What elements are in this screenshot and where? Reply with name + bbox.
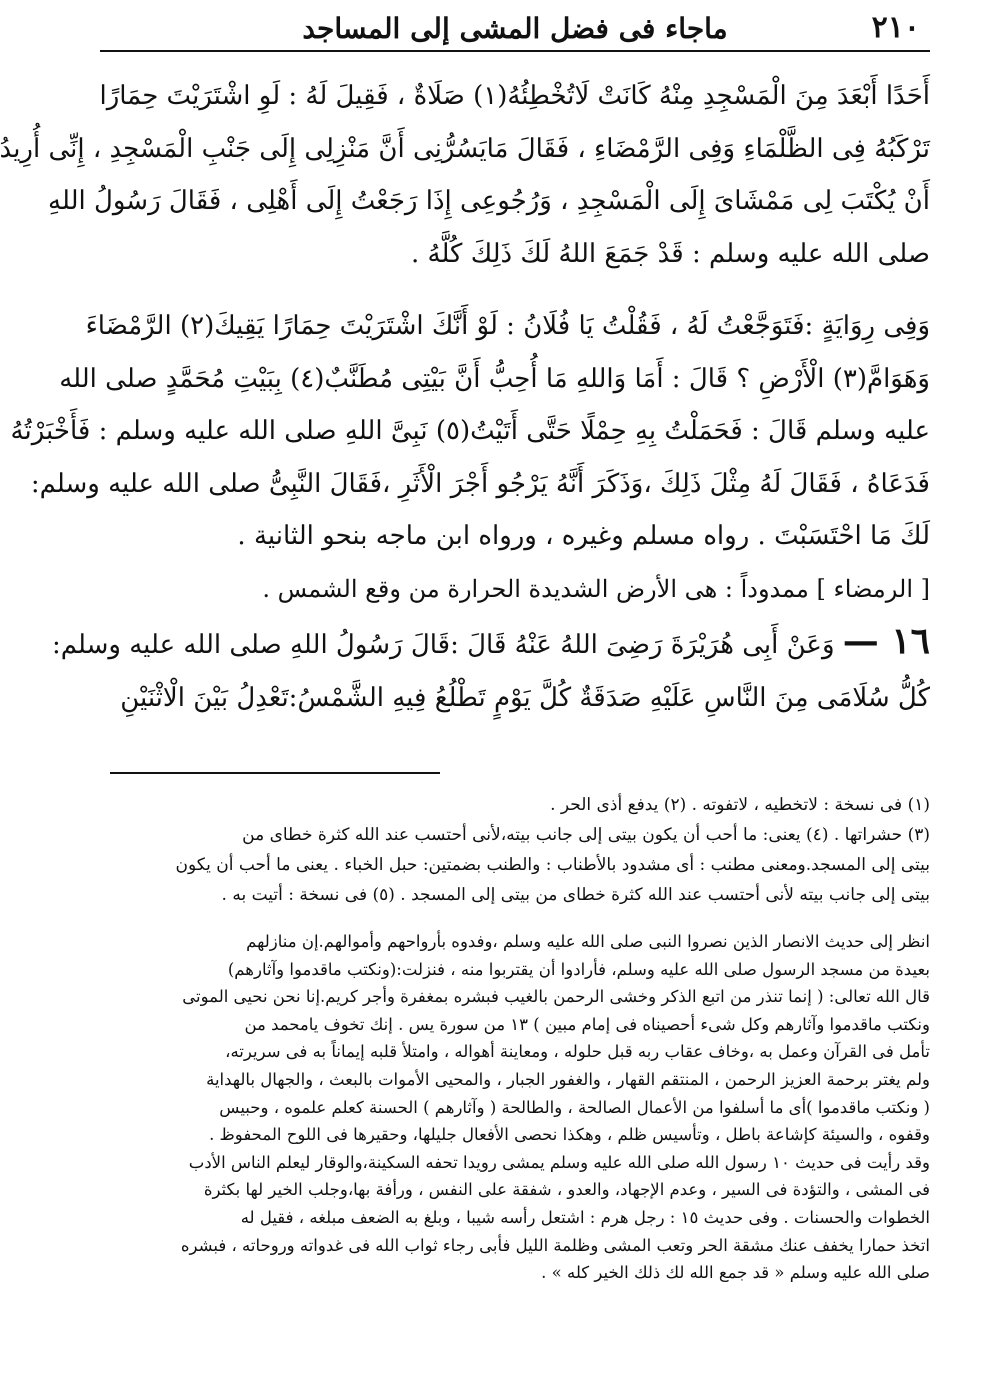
commentary-line: وقد رأيت فى حديث ١٠ رسول الله صلى الله عليه وسلم يمشى رويدا تحفه السكينة،والوقار ليعلم الناس الأدب [188, 1152, 930, 1172]
text-line: أَحَدًا أَبْعَدَ مِنَ الْمَسْجِدِ مِنْهُ كَانَتْ لَاتُخْطِئُهُ(١) صَلَاةٌ ، فَقِيلَ لَهُ : لَوِ اشْتَرَيْتَ حِمَارًا [99, 81, 930, 111]
text-line: تَرْكَبُهُ فِى الظَّلْمَاءِ وَفِى الرَّمْضَاءِ ، فَقَالَ مَايَسُرُّنِى أَنَّ مَنْزِلِى إِلَى جَنْبِ الْمَسْجِدِ ، إِنِّى أُرِيدُ [0, 133, 930, 164]
footnote-line: بيتى إلى المسجد.ومعنى مطنب : أى مشدود بالأطناب : والطنب بضمتين: حبل الخباء . يعنى ما أحب أن يكون [175, 855, 930, 875]
footnote-line: (٣) حشراتها . (٤) يعنى: ما أحب أن يكون بيتى إلى جانب بيته،لأنى أحتسب عند الله كثرة خطاى من [242, 825, 930, 845]
text-line: وَفِى رِوَايَةٍ :فَتَوَجَّعْتُ لَهُ ، فَقُلْتُ يَا فُلَانُ : لَوْ أَنَّكَ اشْتَرَيْتَ حِمَارًا يَقِيكَ(٢) الرَّمْضَاءَ [85, 311, 930, 341]
commentary-line: اتخذ حمارا يخفف عنك مشقة الحر وتعب المشى وظلمة الليل فأبى رجاء ثواب الله فى غدواته وروحاته ، فبشره [180, 1235, 930, 1255]
text-line: كُلُّ سُلَامَى مِنَ النَّاسِ عَلَيْهِ صَدَقَةٌ كُلَّ يَوْمٍ تَطْلُعُ فِيهِ الشَّمْسُ:تَعْدِلُ بَيْنَ الْاثْنَيْنِ [120, 682, 930, 713]
commentary-line: الخطوات والحسنات . وفى حديث ١٥ : رجل هرم : اشتعل رأسه شيبا ، وبلغ به الضعف مبلغه ، فقيل له [240, 1207, 930, 1227]
footnotes [100, 790, 930, 910]
main-text [0, 70, 930, 724]
commentary-line: ( ونكتب ماقدموا )أى ما أسلفوا من الأعمال الصالحة ، والطالحة ( وآثارهم ) الحسنة كعلم علموه ، وحبيس [219, 1097, 930, 1117]
text-line: صلى الله عليه وسلم : قَدْ جَمَعَ اللهُ لَكَ ذَلِكَ كُلَّهُ . [410, 238, 930, 269]
commentary-line: ولم يغتر برحمة العزيز الرحمن ، المنتقم القهار ، والغفور الجبار ، والمحيى الأموات بالبعث ، والجهال بالهداية [206, 1069, 930, 1089]
footnote-separator [110, 772, 440, 774]
gloss-line [100, 563, 930, 616]
text-line: وَهَوَامَّ(٣) الْأَرْضِ ؟ قَالَ : أَمَا وَاللهِ مَا أُحِبُّ أَنَّ بَيْتِى مُطَنَّبٌ(٤) بِبَيْتِ مُحَمَّدٍ صلى الله [59, 363, 930, 394]
commentary-line: قال الله تعالى: ( إنما تنذر من اتبع الذكر وخشى الرحمن بالغيب فبشره بمغفرة وأجر كريم.إنا نحن نحيى الموتى [182, 987, 930, 1007]
paragraph-riwaya [10, 300, 930, 563]
hadith-number: ١٦ — [842, 620, 930, 662]
text-line: أَنْ يُكْتَبَ لِى مَمْشَاىَ إِلَى الْمَسْجِدِ ، وَرُجُوعِى إِذَا رَجَعْتُ إِلَى أَهْلِى ، فَقَالَ رَسُولُ اللهِ [48, 186, 930, 216]
text-line [51, 615, 930, 672]
text-line: فَدَعَاهُ ، فَقَالَ لَهُ مِثْلَ ذَلِكَ ،وَذَكَرَ أَنَّهُ يَرْجُو أَجْرَ الْأَثَرِ ،فَقَالَ النَّبِىُّ صلى الله عليه وسلم: [30, 468, 930, 499]
footnote-line: بيتى إلى جانب بيته لأنى أحتسب عند الله كثرة خطاى من بيتى إلى المسجد . (٥) فى نسخة : أتيت به . [221, 885, 930, 905]
running-title: ماجاء فى فضل المشى إلى المساجد [302, 12, 728, 45]
commentary-line: صلى الله عليه وسلم « قد جمع الله لك ذلك الخير كله » . [541, 1263, 930, 1283]
paragraph-hadith-15 [0, 70, 930, 280]
commentary-line: انظر إلى حديث الانصار الذين نصروا النبى صلى الله عليه وسلم ،وفدوه بأرواحهم وأموالهم.إن منازلهم [246, 932, 930, 951]
paragraph-hadith-16 [51, 615, 930, 724]
commentary-line: وقفوه ، والسيئة كإشاعة باطل ، وتأسيس ظلم ، وهكذا نحصى الأفعال جليلها، وحقيرها فى اللوح المحفوظ . [209, 1125, 930, 1145]
hadith-16-line-1: وَعَنْ أَبِى هُرَيْرَةَ رَضِىَ اللهُ عَنْهُ قَالَ :قَالَ رَسُولُ اللهِ صلى الله عليه وسلم: [51, 630, 835, 660]
footnote-line: (١) فى نسخة : لاتخطيه ، لاتفوته . (٢) يدفع أذى الحر . [550, 795, 930, 815]
commentary-line: فى المشى ، والتؤدة فى السير ، وعدم الإجهاد، والعدو ، شفقة على النفس ، ورأفة بها،وجلب الخير لها بكثرة [203, 1180, 930, 1200]
commentary [100, 928, 930, 1287]
page-header [100, 8, 930, 52]
commentary-line: ونكتب ماقدموا وآثارهم وكل شىء أحصيناه فى إمام مبين ) ١٣ من سورة يس . إنك تخوف يامحمد من [244, 1014, 930, 1034]
page-number: ٢١٠ [871, 10, 920, 45]
gloss-text: [ الرمضاء ] ممدوداً : هى الأرض الشديدة الحرارة من وقع الشمس . [262, 574, 930, 603]
commentary-line: بعيدة من مسجد الرسول صلى الله عليه وسلم، فأرادوا أن يقتربوا منه ، فنزلت:(ونكتب ماقدموا وآثارهم) [227, 959, 930, 979]
text-line: عليه وسلم قَالَ : فَحَمَلْتُ بِهِ حِمْلًا حَتَّى أَتَيْتُ(٥) نَبِىَّ اللهِ صلى الله عليه وسلم : فَأَخْبَرْتُهُ [10, 416, 930, 446]
text-line: لَكَ مَا احْتَسَبْتَ . رواه مسلم وغيره ، ورواه ابن ماجه بنحو الثانية . [237, 521, 930, 551]
commentary-line: تأمل فى القرآن وعمل به ،وخاف عقاب ربه قبل حلوله ، ومعاينة أهواله ، وامتلأ قلبه إيماناً به فى سريرته، [225, 1042, 930, 1062]
